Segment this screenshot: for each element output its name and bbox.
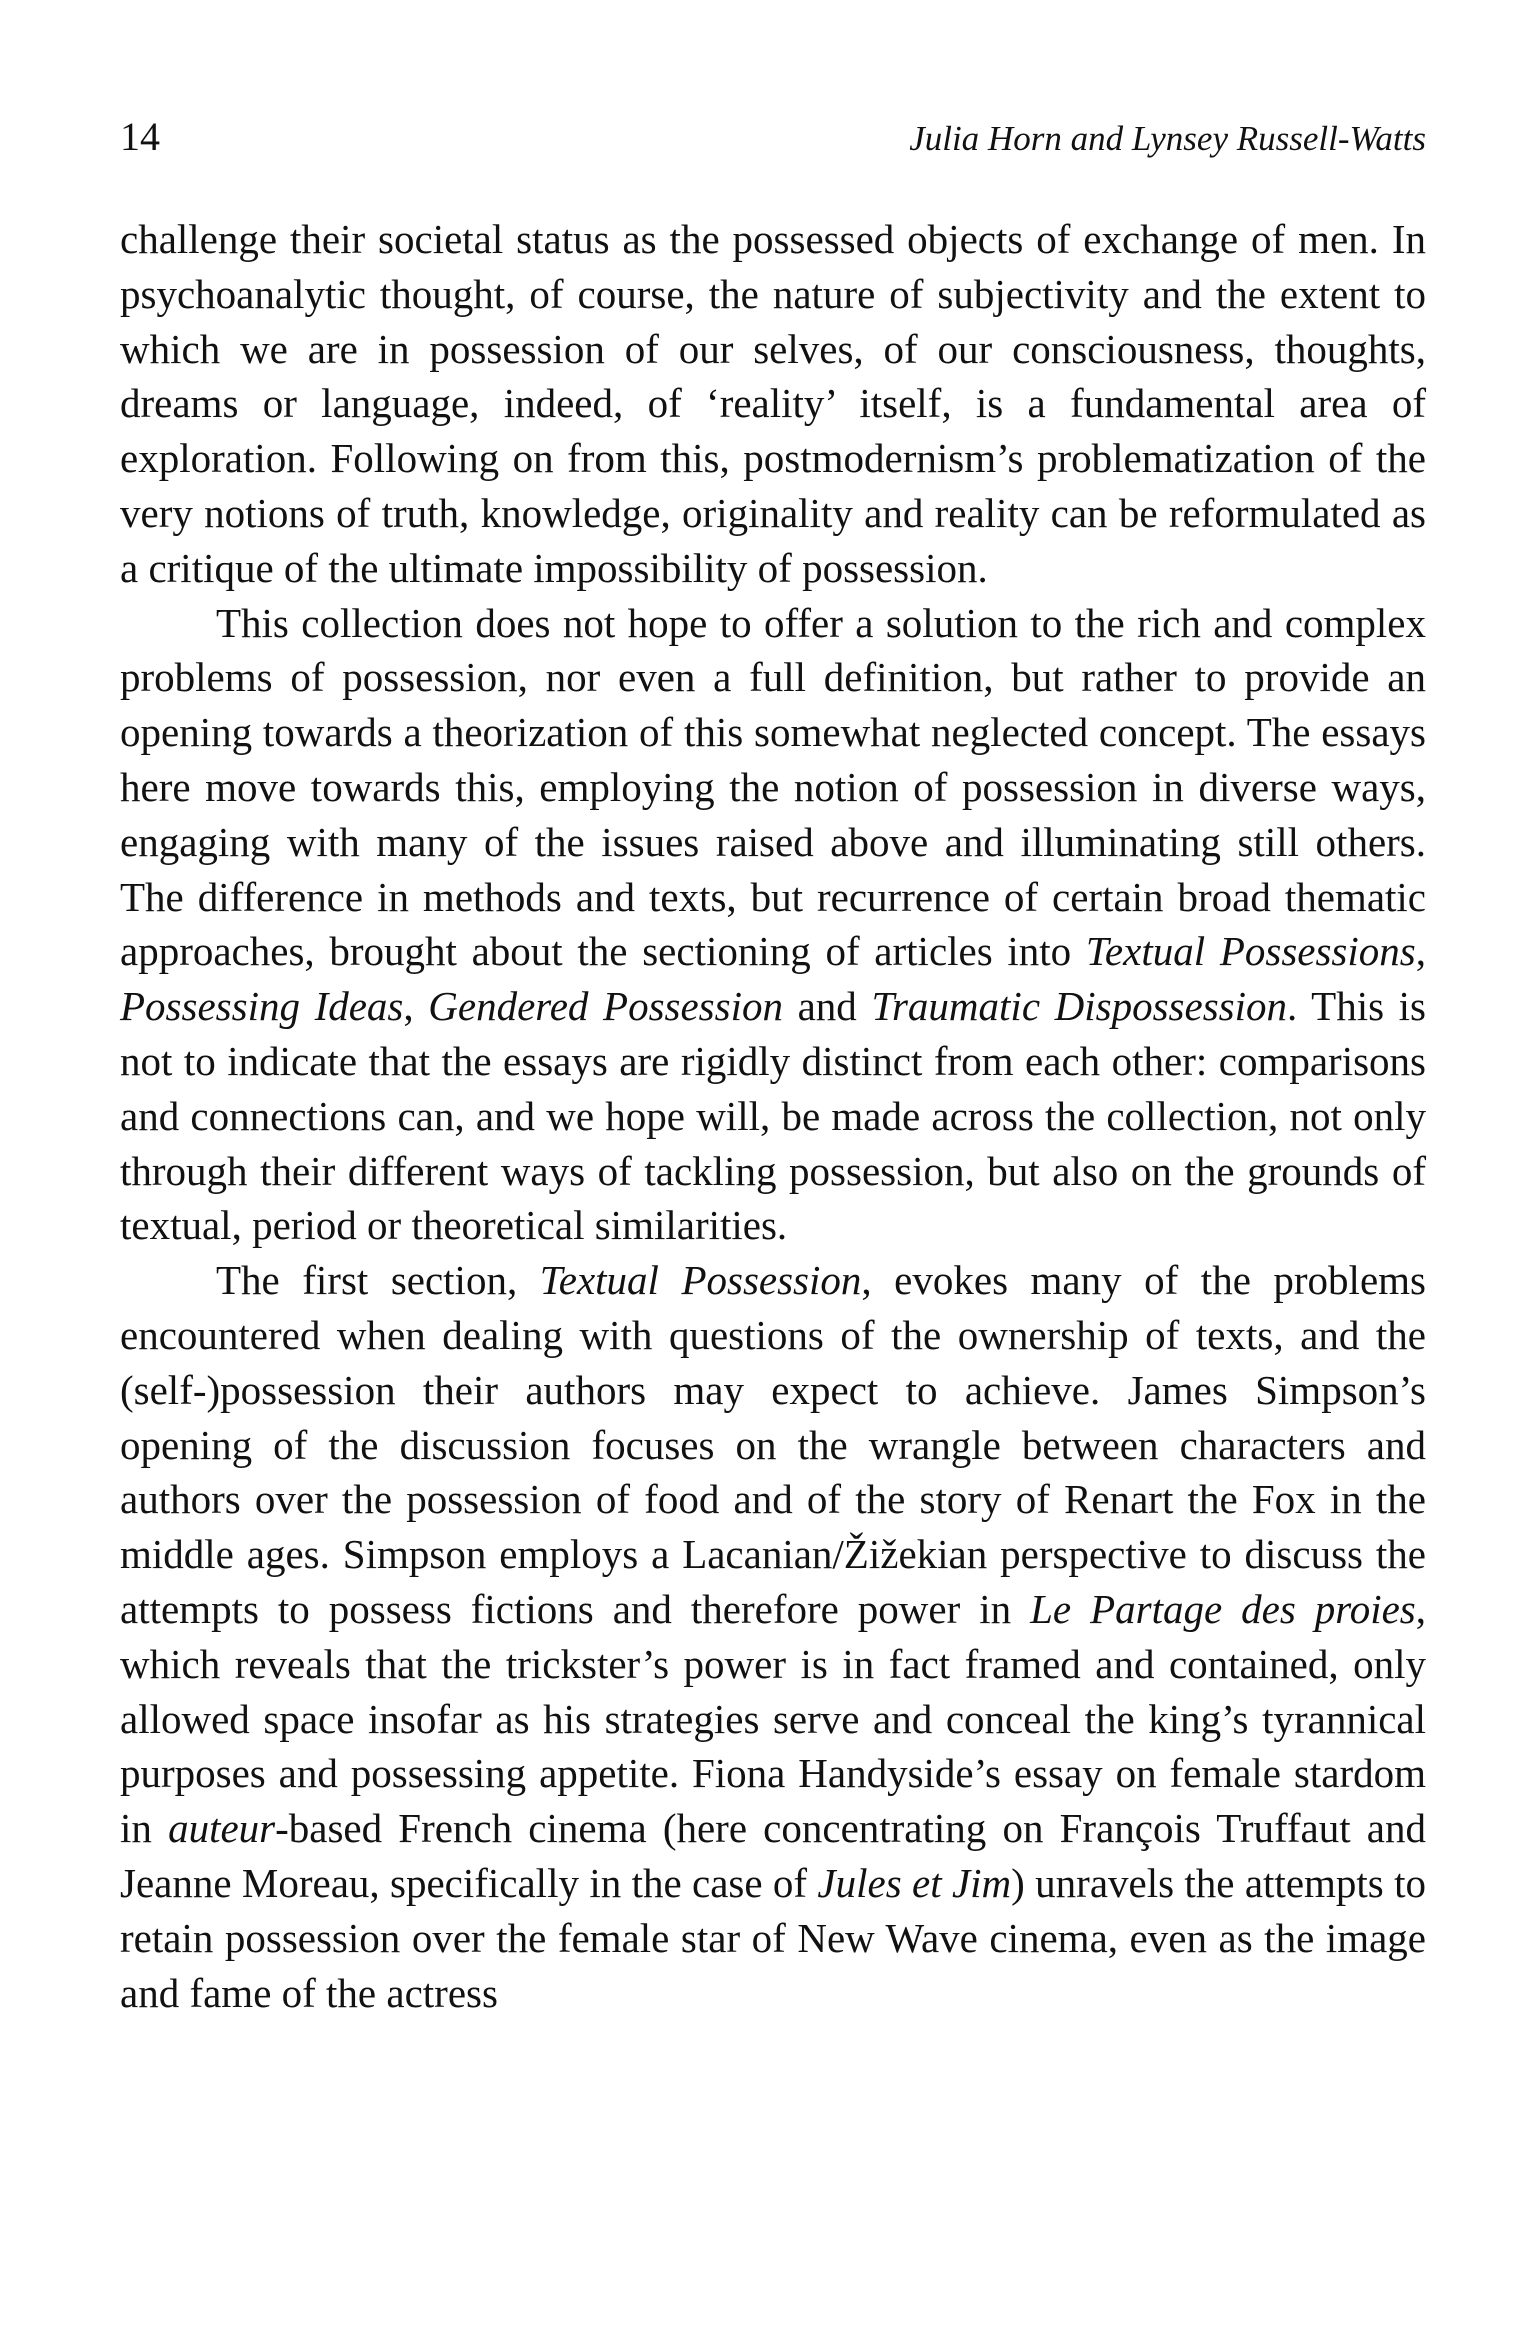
text-segment: , which reveals that the trickster’s power is in fact framed and contained, only allowed space insofar as his strategies serve and conceal the king’s tyrannical purposes and possessing appetite. Fiona Handyside’s essay on female stardom in	[120, 1585, 1426, 1852]
running-head	[120, 112, 1426, 162]
text-segment: ,	[1415, 928, 1426, 975]
text-segment: The first section,	[216, 1257, 540, 1304]
section-title-italic: Traumatic Dispossession	[871, 983, 1288, 1030]
work-title-italic: Jules et Jim	[817, 1859, 1012, 1906]
term-italic: auteur	[168, 1805, 276, 1852]
text-segment: . This is not to indicate that the essays are rigidly distinct from each other: comparisons and connections can, and we hope will, be made across the collection, not only through their different ways of tackling possession, but also on the grounds of textual, period or theoretical similarities.	[120, 983, 1427, 1249]
running-title: Julia Horn and Lynsey Russell-Watts	[909, 119, 1426, 158]
text-segment: , evokes many of the problems encountered when dealing with questions of the ownership of texts, and the (self-)possession their authors may expect to achieve. James Simpson’s opening of the discussion focuses on the wrangle between characters and authors over the possession of food and of the story of Renart the Fox in the middle ages. Simpson employs a Lacanian/Žižekian perspective to discuss the attempts to possess fictions and therefore power in	[120, 1257, 1426, 1632]
text-segment: -based French cinema (here concentrating on François Truffaut and Jeanne Moreau, specifically in the case of	[120, 1805, 1426, 1906]
section-title-italic: Textual Possessions	[1085, 928, 1416, 975]
body-text	[120, 212, 1426, 2020]
section-title-italic: Possessing Ideas	[120, 983, 404, 1030]
page-number: 14	[120, 114, 160, 159]
text-segment: challenge their societal status as the possessed objects of exchange of men. In psychoanalytic thought, of course, the nature of subjectivity and the extent to which we are in possession of our selves, of our consciousness, thoughts, dreams or language, indeed, of ‘reality’ itself, is a fundamental area of exploration. Following on from this, postmodernism’s problematization of the very notions of truth, knowledge, originality and reality can be reformulated as a critique of the ultimate impossibility of possession.	[120, 216, 1426, 591]
section-title-italic: Textual Possession	[539, 1257, 862, 1304]
text-segment: This collection does not hope to offer a solution to the rich and complex problems of possession, nor even a full definition, but rather to provide an opening towards a theorization of this somewhat neglected concept. The essays here move towards this, employing the notion of possession in diverse ways, engaging with many of the issues raised above and illuminating still others. The difference in methods and texts, but recurrence of certain broad thematic approaches, brought about the sectioning of articles into	[120, 599, 1426, 975]
text-segment: ,	[403, 983, 429, 1030]
text-segment: and	[782, 983, 872, 1030]
paragraph-3	[120, 1253, 1426, 2020]
book-page	[120, 0, 1426, 2339]
section-title-italic: Gendered Possession	[428, 983, 783, 1030]
work-title-italic: Le Partage des proies	[1030, 1585, 1416, 1632]
paragraph-1	[120, 212, 1426, 596]
paragraph-2	[120, 596, 1426, 1254]
text-segment: ) unravels the attempts to retain possession over the female star of New Wave cinema, even as the image and fame of the actress	[120, 1859, 1427, 2016]
